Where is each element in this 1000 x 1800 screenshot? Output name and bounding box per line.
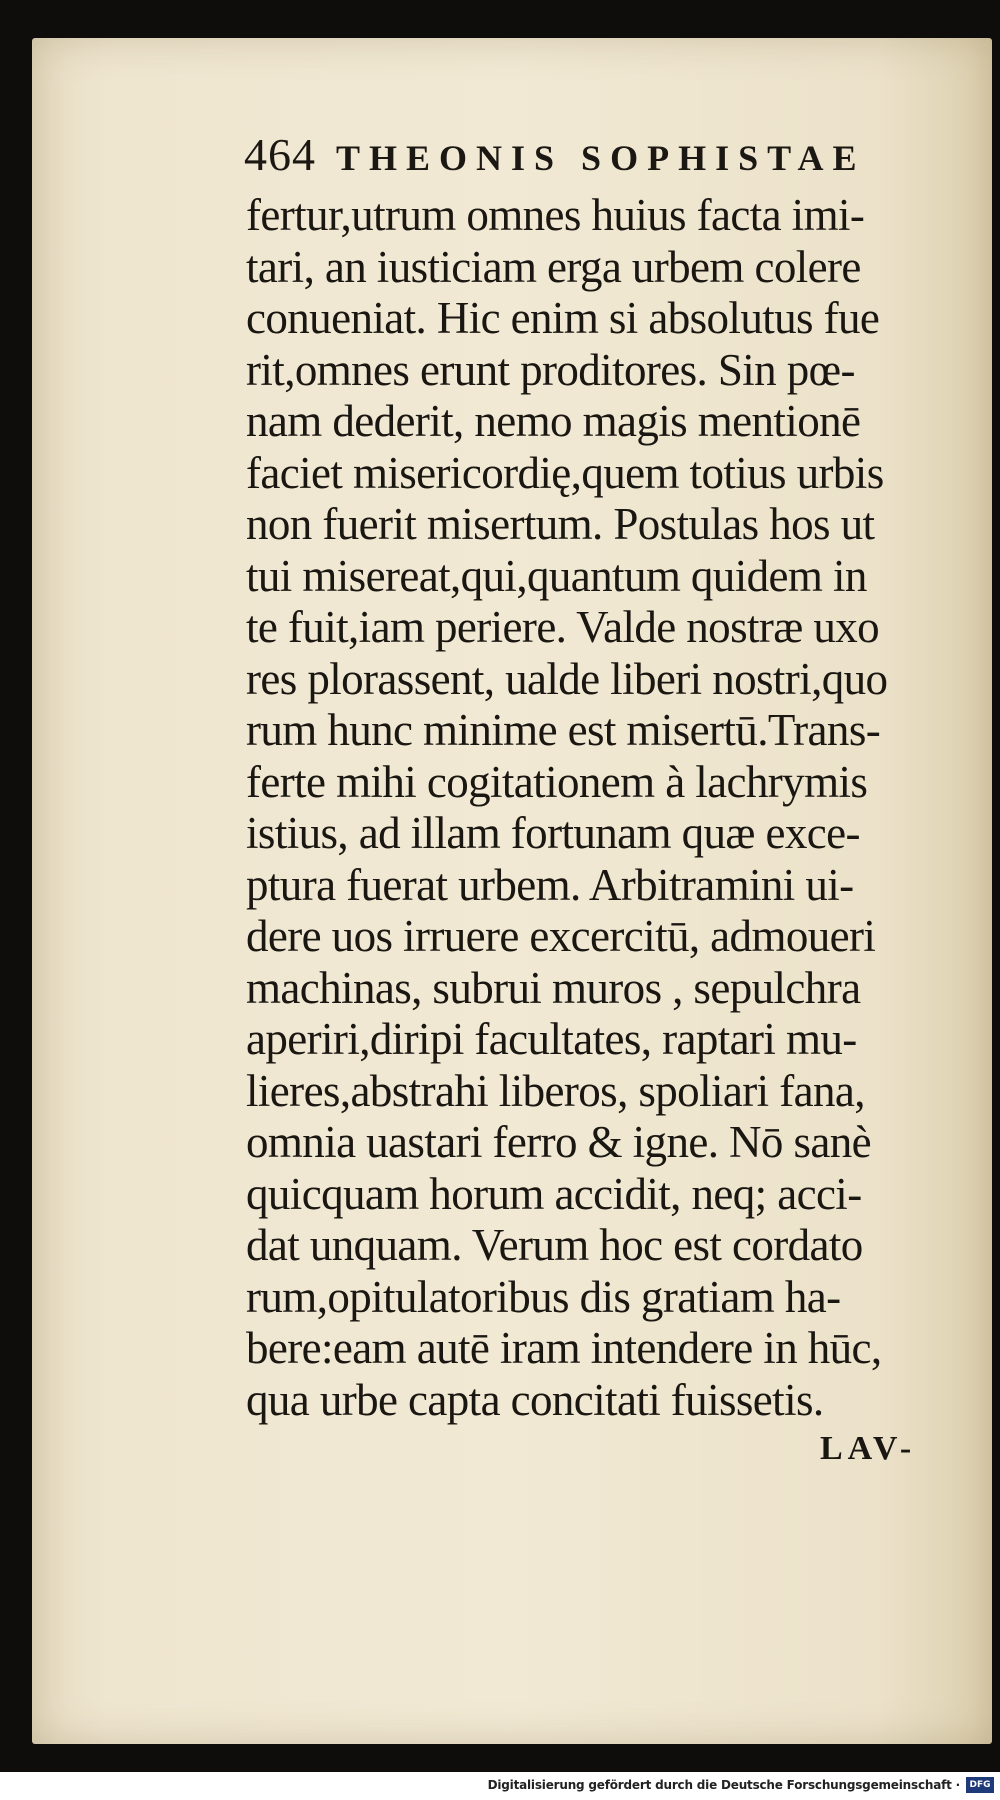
dfg-logo: DFG — [966, 1777, 994, 1793]
text-line: bere:eam autē iram intendere in hūc, — [246, 1323, 882, 1373]
text-line: rit,omnes erunt proditores. Sin pœ- — [246, 344, 855, 395]
footer-bar — [0, 1772, 1000, 1800]
text-line: non fuerit misertum. Postulas hos ut — [246, 499, 875, 549]
catchword: LAV- — [820, 1430, 917, 1467]
running-title: THEONIS SOPHISTAE — [336, 138, 866, 178]
text-line: tari, an iusticiam erga urbem colere — [246, 241, 861, 292]
text-line: ptura fuerat urbem. Arbitramini ui- — [246, 859, 854, 910]
text-line: omnia uastari ferro & igne. Nō sanè — [246, 1117, 872, 1167]
text-line: faciet misericordię,quem totius urbis — [246, 447, 884, 498]
text-line: res plorassent, ualde liberi nostri,quo — [246, 653, 888, 704]
text-line: tui misereat,qui,quantum quidem in — [246, 550, 867, 601]
text-line: lieres,abstrahi liberos, spoliari fana, — [246, 1065, 865, 1116]
body-text — [246, 190, 936, 1426]
text-line: qua urbe capta concitati fuissetis. — [246, 1374, 824, 1425]
text-line: istius, ad illam fortunam quæ exce- — [246, 808, 860, 858]
text-line: rum,opitulatoribus dis gratiam ha- — [246, 1271, 841, 1322]
text-line: aperiri,diripi facultates, raptari mu- — [246, 1014, 857, 1064]
funding-credit: Digitalisierung gefördert durch die Deutsche Forschungsgemeinschaft · — [487, 1778, 960, 1792]
text-line: te fuit,iam periere. Valde nostræ uxo — [246, 602, 880, 652]
page-number: 464 — [244, 129, 316, 180]
text-line: nam dederit, nemo magis mentionē — [246, 396, 861, 446]
text-line: dere uos irruere excercitū, admoueri — [246, 911, 876, 961]
text-line: ferte mihi cogitationem à lachrymis — [246, 756, 868, 807]
text-line: conueniat. Hic enim si absolutus fue — [246, 293, 880, 343]
running-head — [244, 128, 934, 181]
text-line: fertur,utrum omnes huius facta imi- — [246, 190, 865, 240]
text-line: rum hunc minime est misertū.Trans- — [246, 705, 881, 755]
text-line: dat unquam. Verum hoc est cordato — [246, 1220, 863, 1270]
text-line: quicquam horum accidit, neq; acci- — [246, 1168, 862, 1219]
text-line: machinas, subrui muros , sepulchra — [246, 962, 861, 1013]
